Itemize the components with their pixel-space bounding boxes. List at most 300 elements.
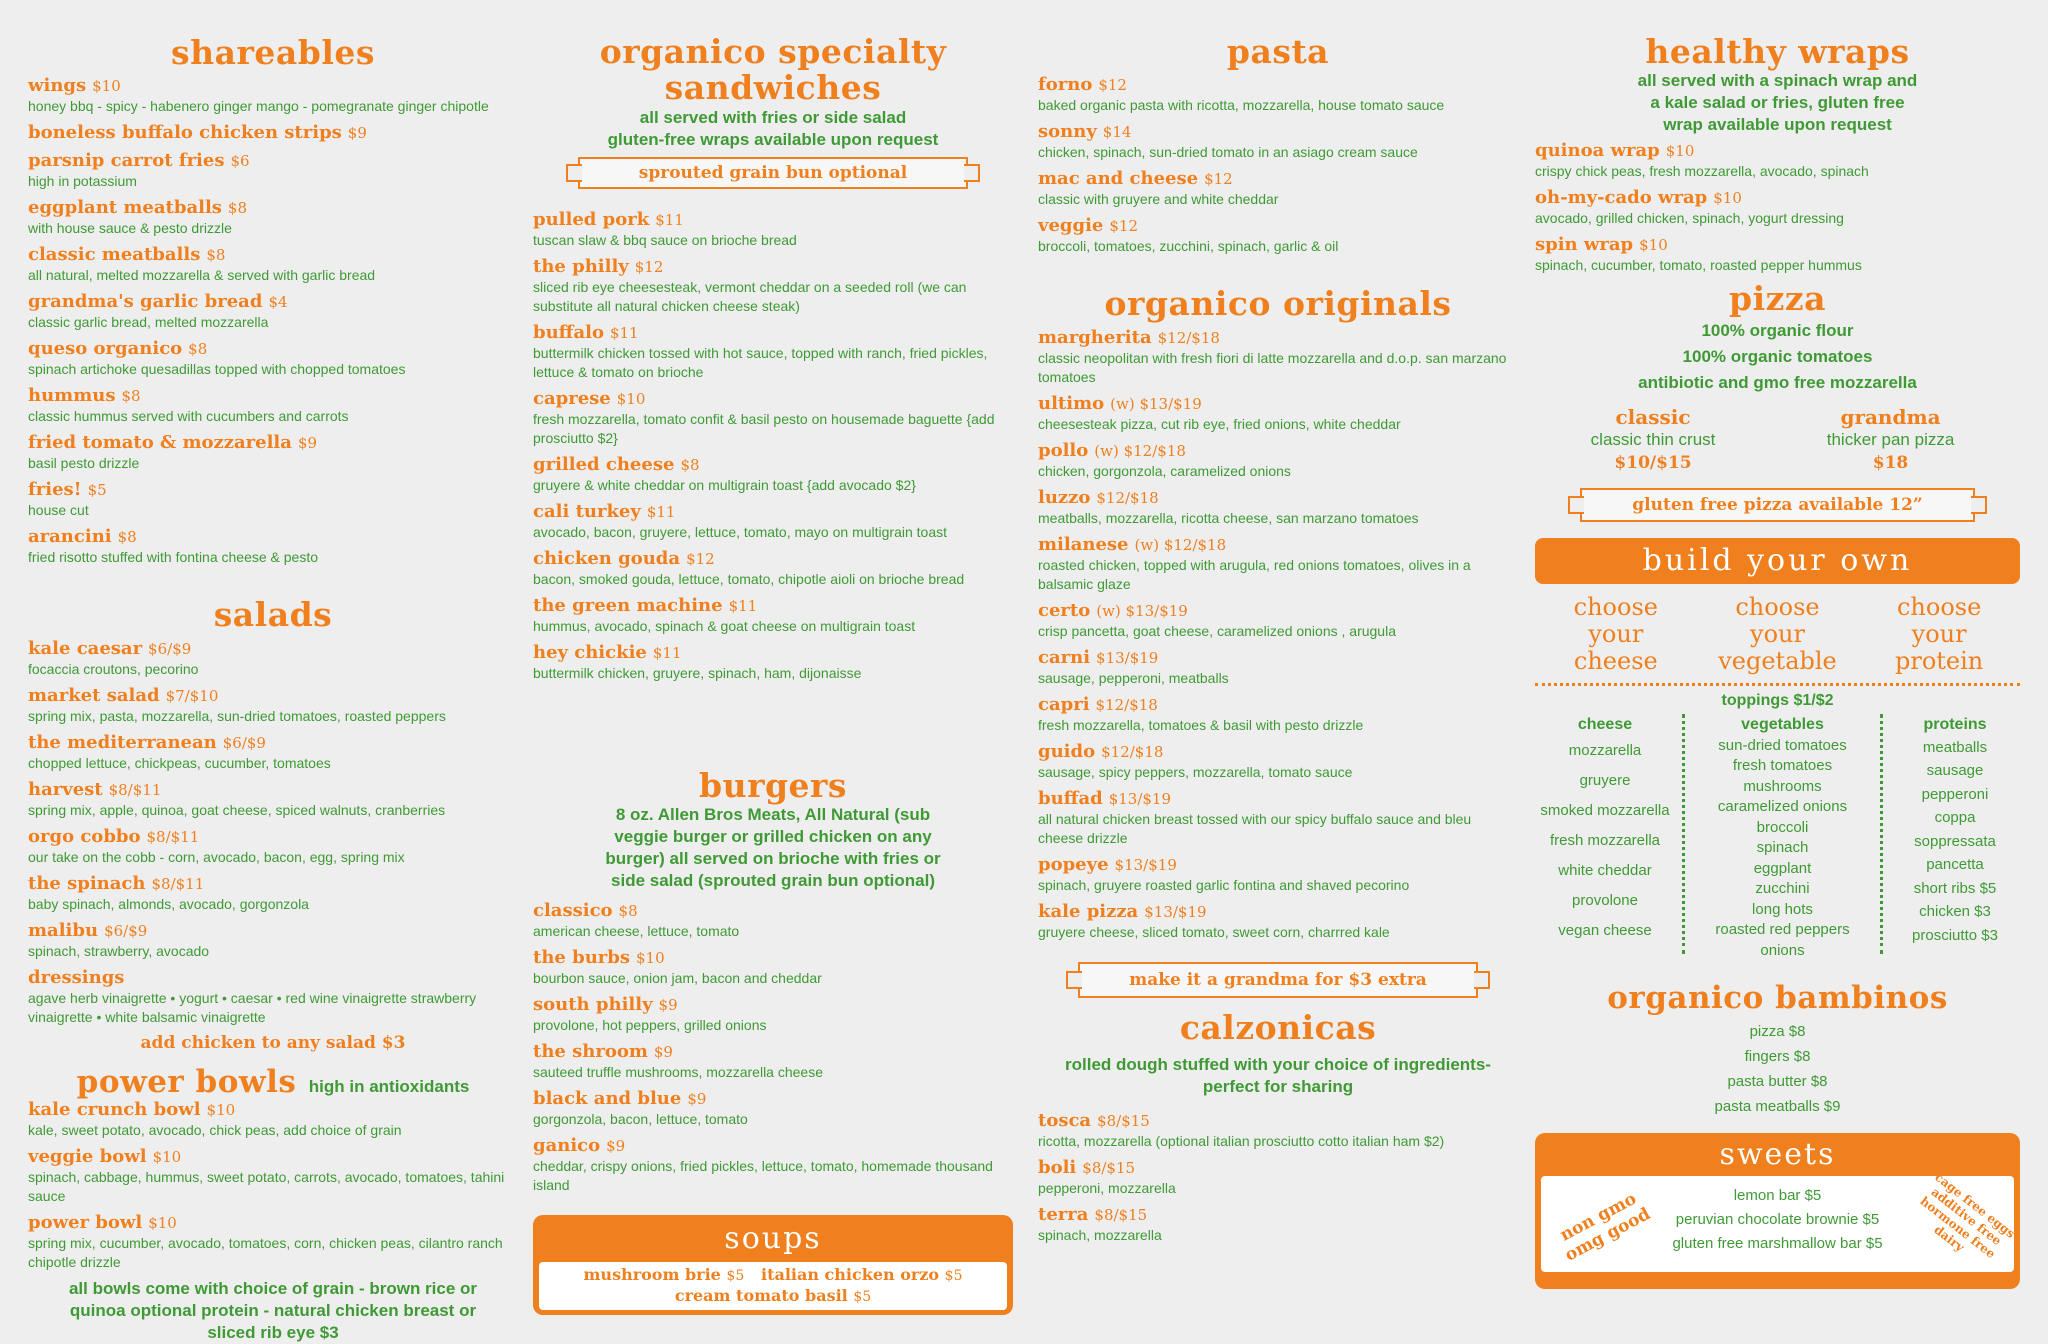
- menu-item-header: [1038, 327, 1518, 349]
- vegetables-column: [1693, 714, 1873, 962]
- menu-item-name: malibu: [28, 919, 99, 941]
- menu-item: [533, 994, 1013, 1035]
- menu-item-description: gorgonzola, bacon, lettuce, tomato: [533, 1110, 748, 1127]
- menu-item-header: [28, 150, 518, 172]
- menu-item: [28, 685, 518, 726]
- menu-item-description: agave herb vinaigrette • yogurt • caesar • red wine vinaigrette strawberry vinaigrette • white balsamic vinaigrette: [28, 989, 477, 1025]
- sandwiches-note-1: all served with fries or side salad: [639, 107, 907, 127]
- originals-title: organico originals: [1104, 284, 1452, 324]
- menu-item-price: $9: [297, 434, 318, 453]
- menu-item-price: $10: [616, 389, 646, 408]
- cheese-option: white cheddar: [1558, 861, 1652, 879]
- menu-item-header: [533, 900, 1013, 922]
- menu-item-price: $14: [1102, 123, 1132, 142]
- menu-item-description: focaccia croutons, pecorino: [28, 660, 199, 677]
- burgers-note: 8 oz. Allen Bros Meats, All Natural (sub veggie burger or grilled chicken on any burger) all served on brioche with fries or side salad (sprouted grain bun optional): [605, 804, 941, 890]
- soups-content: [539, 1262, 1007, 1310]
- menu-item: [28, 920, 518, 961]
- pizza-grandma-desc: thicker pan pizza: [1826, 429, 1955, 449]
- cheese-option: smoked mozzarella: [1540, 801, 1670, 819]
- byo-choose: [1535, 594, 2020, 686]
- menu-item: [1038, 74, 1518, 115]
- sweets-title: sweets: [1719, 1137, 1836, 1173]
- menu-item-description: basil pesto drizzle: [28, 455, 140, 472]
- sweets-content: [1541, 1170, 2018, 1272]
- menu-item-price: $8/$11: [146, 827, 200, 846]
- soup-tomato-basil-price: $5: [853, 1288, 872, 1305]
- menu-item-header: [1038, 854, 1518, 876]
- menu-item-name: buffalo: [533, 321, 604, 343]
- menu-item-header: [1038, 1157, 1518, 1179]
- menu-item-name: certo: [1038, 599, 1091, 621]
- menu-item-price: $6/$9: [104, 921, 148, 940]
- menu-item-header: [28, 75, 518, 97]
- menu-item-name: power bowl: [28, 1211, 143, 1233]
- menu-item-name: pulled pork: [533, 208, 650, 230]
- menu-item: [1535, 140, 2020, 181]
- menu-item-price: $8/$15: [1097, 1111, 1150, 1130]
- menu-item-price: $11: [655, 210, 684, 229]
- menu-item-name: spin wrap: [1535, 234, 1634, 256]
- column-4: [1535, 0, 2020, 1289]
- menu-item-name: the burbs: [533, 946, 630, 968]
- menu-item-name: arancini: [28, 526, 112, 548]
- menu-item-header: [28, 244, 518, 266]
- menu-item-price: $5: [87, 481, 107, 500]
- menu-item-header: [533, 454, 1013, 476]
- menu-item-description: spring mix, pasta, mozzarella, sun-dried tomatoes, roasted peppers: [28, 707, 446, 724]
- menu-item-description: avocado, bacon, gruyere, lettuce, tomato, mayo on multigrain toast: [533, 523, 948, 540]
- menu-item-description: honey bbq - spicy - habenero ginger mango - pomegranate ginger chipotle: [28, 98, 489, 115]
- menu-item-header: [1535, 140, 2020, 162]
- byo-title: build your own: [1642, 542, 1913, 578]
- menu-item-description: crisp pancetta, goat cheese, caramelized onions , arugula: [1038, 622, 1396, 639]
- menu-item-name: the green machine: [533, 594, 723, 616]
- menu-item-header: [1038, 647, 1518, 669]
- menu-item: [533, 388, 1013, 448]
- sweet-item: peruvian chocolate brownie $5: [1675, 1211, 1880, 1229]
- menu-item-price: $12: [1109, 217, 1139, 236]
- menu-item-name: the mediterranean: [28, 731, 217, 753]
- menu-item-header: [533, 322, 1013, 344]
- menu-item-header: [28, 338, 518, 360]
- menu-item-price: $8/$11: [108, 780, 162, 799]
- menu-item-header: [28, 967, 518, 989]
- byo-choose-step: choose your cheese: [1573, 592, 1658, 675]
- burgers-list: [533, 900, 1013, 1195]
- pizza-classic: [1591, 406, 1716, 474]
- menu-item-header: [533, 388, 1013, 410]
- column-3: [1038, 0, 1518, 1251]
- menu-item-description: fresh mozzarella, tomatoes & basil with pesto drizzle: [1038, 716, 1364, 733]
- toppings-table: [1535, 714, 2020, 962]
- menu-item-name: quinoa wrap: [1535, 140, 1660, 162]
- column-1: [28, 0, 518, 1344]
- menu-item-description: cheddar, crispy onions, fried pickles, lettuce, tomato, homemade thousand island: [533, 1157, 993, 1193]
- proteins-column: [1890, 714, 2020, 962]
- menu-item-header: [1038, 741, 1518, 763]
- cheese-option: provolone: [1572, 891, 1638, 909]
- menu-item-description: classic neopolitan with fresh fiori di latte mozzarella and d.o.p. san marzano tomatoes: [1038, 349, 1507, 385]
- menu-item-name: pollo: [1038, 439, 1089, 461]
- menu-item-description: cheesesteak pizza, cut rib eye, fried onions, white cheddar: [1038, 415, 1401, 432]
- menu-item-name: mac and cheese: [1038, 168, 1199, 190]
- protein-option: short ribs $5: [1913, 879, 1997, 897]
- menu-item: [28, 75, 518, 116]
- menu-item-name: capri: [1038, 693, 1090, 715]
- sandwiches-note-2: gluten-free wraps available upon request: [607, 129, 939, 149]
- menu-item: [28, 479, 518, 520]
- menu-item: [533, 501, 1013, 542]
- originals-list: [1038, 327, 1518, 942]
- pizza-classic-price: $10/$15: [1614, 452, 1692, 473]
- menu-item-price: $8: [227, 199, 248, 218]
- menu-item-description: spinach, cabbage, hummus, sweet potato, carrots, avocado, tomatoes, tahini sauce: [28, 1168, 505, 1204]
- pizza-grandma: [1827, 406, 1955, 474]
- menu-item-header: [533, 642, 1013, 664]
- menu-item: [1038, 788, 1518, 848]
- menu-item-header: [533, 994, 1013, 1016]
- cheese-column: [1535, 714, 1675, 962]
- menu-item-price: $10: [92, 77, 121, 96]
- menu-item: [533, 322, 1013, 382]
- menu-item-name: margherita: [1038, 326, 1152, 348]
- menu-item-description: broccoli, tomatoes, zucchini, spinach, garlic & oil: [1038, 238, 1339, 255]
- sprouted-grain-banner: sprouted grain bun optional: [578, 157, 968, 189]
- menu-item-price: $8: [618, 901, 638, 920]
- menu-item-price: $13/$19: [1144, 902, 1207, 921]
- menu-item-name: forno: [1038, 74, 1093, 96]
- soup-mushroom-brie-price: $5: [726, 1267, 745, 1284]
- byo-choose-step: choose your protein: [1895, 592, 1984, 675]
- menu-item-name: the shroom: [533, 1040, 648, 1062]
- menu-item-header: [28, 385, 518, 407]
- menu-item-name: wings: [28, 75, 87, 97]
- menu-item-description: bourbon sauce, onion jam, bacon and cheddar: [533, 969, 822, 986]
- menu-item: [1038, 600, 1518, 641]
- vegetable-option: zucchini: [1755, 880, 1810, 898]
- menu-item-description: ricotta, mozzarella (optional italian prosciutto cotto italian ham $2): [1038, 1132, 1445, 1149]
- menu-item-price: $8: [121, 387, 141, 406]
- cheese-option: fresh mozzarella: [1549, 831, 1661, 849]
- menu-item: [28, 526, 518, 567]
- menu-item-header: [533, 256, 1013, 278]
- menu-item-description: spring mix, cucumber, avocado, tomatoes, corn, chicken peas, cilantro ranch chipotle drizzle: [28, 1234, 503, 1270]
- grandma-banner: make it a grandma for $3 extra: [1078, 962, 1478, 998]
- calzonicas-list: [1038, 1110, 1518, 1245]
- menu-item-description: classic with gruyere and white cheddar: [1038, 191, 1279, 208]
- menu-item-price: $4: [268, 293, 288, 312]
- power-bowls-heading: [28, 1065, 518, 1099]
- cage-free-stamp: cage free eggs additive free hormone free dairy: [1917, 1170, 2018, 1262]
- menu-item-price: $9: [658, 995, 678, 1014]
- menu-item-price: $10: [1665, 142, 1695, 161]
- menu-item-description: high in potassium: [28, 173, 137, 190]
- power-bowls-subtitle: high in antioxidants: [308, 1076, 470, 1096]
- wraps-note: all served with a spinach wrap and a kale salad or fries, gluten free wrap available upon request: [1637, 71, 1918, 135]
- menu-item: [1038, 1157, 1518, 1198]
- vegetable-option: eggplant: [1753, 859, 1812, 877]
- menu-item-name: grilled cheese: [533, 453, 675, 475]
- menu-item-header: [28, 526, 518, 548]
- protein-option: prosciutto $3: [1912, 926, 1998, 944]
- shareables-title: shareables: [171, 33, 375, 72]
- menu-item: [28, 244, 518, 285]
- pizza-classic-name: classic: [1615, 404, 1691, 429]
- menu-item-header: [28, 1212, 518, 1234]
- pizza-title: pizza: [1729, 279, 1826, 319]
- protein-option: chicken $3: [1919, 903, 1991, 921]
- pizza-styles: [1535, 406, 2020, 474]
- bambinos-title: organico bambinos: [1607, 980, 1948, 1017]
- vegetable-option: fresh tomatoes: [1732, 757, 1833, 775]
- power-bowls-title: power bowls: [76, 1063, 297, 1100]
- menu-item-price: $10: [636, 948, 665, 967]
- menu-item: [1038, 215, 1518, 256]
- menu-item-header: [28, 479, 518, 501]
- menu-item-header: [28, 291, 518, 313]
- menu-item-price: (w) $12/$18: [1134, 535, 1227, 554]
- menu-item-description: hummus, avocado, spinach & goat cheese on multigrain toast: [533, 617, 916, 634]
- cheese-option: mozzarella: [1568, 741, 1642, 759]
- menu-item-header: [28, 685, 518, 707]
- menu-item-header: [1038, 788, 1518, 810]
- menu-item: [1038, 1204, 1518, 1245]
- soup-mushroom-brie: mushroom brie: [583, 1264, 721, 1284]
- cheese-heading: cheese: [1577, 715, 1633, 733]
- menu-item-description: spinach artichoke quesadillas topped with chopped tomatoes: [28, 361, 406, 378]
- menu-item-header: [1038, 1204, 1518, 1226]
- menu-item: [28, 779, 518, 820]
- menu-item-description: sauteed truffle mushrooms, mozzarella cheese: [533, 1063, 823, 1080]
- soup-tomato-basil: cream tomato basil: [674, 1285, 848, 1305]
- menu-item-description: spinach, cucumber, tomato, roasted pepper hummus: [1535, 257, 1862, 274]
- menu-item-name: kale pizza: [1038, 900, 1139, 922]
- pizza-feature-line: 100% organic tomatoes: [1682, 346, 1873, 366]
- soup-chicken-orzo-price: $5: [944, 1267, 963, 1284]
- pizza-lines: [1535, 318, 2020, 396]
- menu-item: [28, 826, 518, 867]
- menu-item: [533, 209, 1013, 250]
- menu-item-description: chicken, spinach, sun-dried tomato in an asiago cream sauce: [1038, 144, 1418, 161]
- menu-item-header: [1535, 187, 2020, 209]
- menu-item-price: (w) $13/$19: [1110, 394, 1202, 413]
- menu-item-price: $11: [646, 502, 676, 521]
- menu-item-name: classico: [533, 899, 613, 921]
- soup-chicken-orzo: italian chicken orzo: [760, 1264, 940, 1284]
- menu-item-price: $7/$10: [165, 686, 219, 705]
- bambino-item: pasta meatballs $9: [1714, 1098, 1841, 1116]
- menu-item: [28, 732, 518, 773]
- menu-item-price: $8: [206, 246, 226, 265]
- sweets-box: [1535, 1133, 2020, 1289]
- vegetable-option: mushrooms: [1743, 777, 1822, 795]
- menu-item-name: cali turkey: [533, 500, 641, 522]
- vegetable-option: broccoli: [1756, 818, 1809, 836]
- pizza-grandma-price: $18: [1872, 452, 1909, 473]
- menu-item-name: ganico: [533, 1134, 601, 1156]
- menu-item: [1038, 534, 1518, 594]
- menu-item-description: house cut: [28, 502, 89, 519]
- menu-item-name: popeye: [1038, 853, 1109, 875]
- menu-item: [28, 432, 518, 473]
- menu-item-price: $12: [1098, 76, 1127, 95]
- menu-item-description: spinach, mozzarella: [1038, 1226, 1162, 1243]
- menu-item-price: $12/$18: [1096, 488, 1159, 507]
- menu-item-name: caprese: [533, 387, 611, 409]
- burgers-title: burgers: [699, 765, 847, 805]
- menu-item-description: tuscan slaw & bbq sauce on brioche bread: [533, 231, 797, 248]
- protein-option: meatballs: [1922, 738, 1988, 756]
- menu-item: [1038, 487, 1518, 528]
- calzonicas-note: rolled dough stuffed with your choice of ingredients-perfect for sharing: [1065, 1054, 1491, 1096]
- menu-item-price: $9: [653, 1042, 673, 1061]
- bambino-item: pasta butter $8: [1727, 1073, 1828, 1091]
- add-chicken-note: add chicken to any salad $3: [140, 1032, 406, 1053]
- menu-item: [533, 1088, 1013, 1129]
- menu-item-header: [28, 638, 518, 660]
- menu-item-price: $13/$19: [1108, 789, 1172, 808]
- menu-item-header: [533, 209, 1013, 231]
- menu-item-price: $8: [188, 340, 208, 359]
- menu-item-price: $13/$19: [1114, 855, 1177, 874]
- menu-item: [1038, 440, 1518, 481]
- menu-item-header: [1038, 534, 1518, 556]
- menu-item-price: $9: [687, 1089, 707, 1108]
- menu-item-name: guido: [1038, 740, 1096, 762]
- menu-item: [28, 1099, 518, 1140]
- menu-item-description: fried risotto stuffed with fontina cheese & pesto: [28, 549, 319, 566]
- menu-item-description: our take on the cobb - corn, avocado, bacon, egg, spring mix: [28, 848, 405, 865]
- vegetable-option: sun-dried tomatoes: [1718, 736, 1847, 754]
- menu-item-description: spring mix, apple, quinoa, goat cheese, spiced walnuts, cranberries: [28, 801, 446, 818]
- power-bowls-note: all bowls come with choice of grain - brown rice or quinoa optional protein - natural chicken breast or sliced rib eye $3: [68, 1278, 478, 1342]
- pasta-list: [1038, 74, 1518, 256]
- menu-item-name: sonny: [1038, 121, 1097, 143]
- menu-item-header: [28, 122, 518, 144]
- menu-item: [28, 291, 518, 332]
- vegetable-option: long hots: [1752, 900, 1813, 918]
- menu-item: [1038, 741, 1518, 782]
- menu-item-header: [28, 1146, 518, 1168]
- menu-item: [28, 150, 518, 191]
- protein-option: sausage: [1926, 762, 1984, 780]
- menu-item-description: buttermilk chicken, gruyere, spinach, ham, dijonaisse: [533, 664, 862, 681]
- menu-item-header: [1038, 215, 1518, 237]
- menu-item-price: $10: [148, 1213, 177, 1232]
- sandwiches-title-2: sandwiches: [664, 68, 882, 108]
- bambino-item: fingers $8: [1744, 1048, 1811, 1066]
- menu-item-header: [1038, 600, 1518, 622]
- menu-item: [28, 967, 518, 1027]
- menu-item-description: gruyere cheese, sliced tomato, sweet corn, charrred kale: [1038, 923, 1390, 940]
- toppings-price: toppings $1/$2: [1721, 691, 1834, 709]
- vegetable-option: onions: [1760, 941, 1805, 959]
- byo-header: [1535, 538, 2020, 584]
- menu-item-price: $12/$18: [1101, 742, 1164, 761]
- menu-item: [533, 454, 1013, 495]
- menu-item-description: roasted chicken, topped with arugula, red onions tomatoes, olives in a balsamic glaze: [1038, 556, 1471, 592]
- protein-option: soppressata: [1914, 832, 1996, 850]
- menu-item: [533, 256, 1013, 316]
- menu-item-price: $8: [117, 528, 137, 547]
- menu-item: [533, 1135, 1013, 1195]
- menu-item-price: $11: [609, 323, 639, 342]
- menu-item-name: south philly: [533, 993, 653, 1015]
- menu-item-name: kale caesar: [28, 637, 143, 659]
- menu-item: [28, 873, 518, 914]
- menu-item-description: bacon, smoked gouda, lettuce, tomato, chipotle aioli on brioche bread: [533, 570, 965, 587]
- menu-item-description: baby spinach, almonds, avocado, gorgonzola: [28, 895, 309, 912]
- protein-option: pepperoni: [1921, 785, 1989, 803]
- menu-item-description: meatballs, mozzarella, ricotta cheese, san marzano tomatoes: [1038, 509, 1419, 526]
- menu-item-header: [533, 501, 1013, 523]
- salads-list: [28, 638, 518, 1027]
- menu-item: [533, 900, 1013, 941]
- menu-item-header: [1038, 901, 1518, 923]
- menu-item: [1038, 327, 1518, 387]
- vegetables-heading: vegetables: [1741, 715, 1824, 733]
- menu-item: [28, 338, 518, 379]
- menu-item-description: kale, sweet potato, avocado, chick peas, add choice of grain: [28, 1121, 402, 1138]
- menu-item-name: parsnip carrot fries: [28, 150, 225, 172]
- menu-item-description: crispy chick peas, fresh mozzarella, avocado, spinach: [1535, 163, 1869, 180]
- menu-item: [1038, 393, 1518, 434]
- menu-item-description: avocado, grilled chicken, spinach, yogurt dressing: [1535, 210, 1844, 227]
- menu-item-price: $9: [347, 124, 367, 143]
- sweet-item: lemon bar $5: [1733, 1187, 1822, 1205]
- menu-item-description: chicken, gorgonzola, caramelized onions: [1038, 462, 1291, 479]
- proteins-heading: proteins: [1923, 715, 1987, 733]
- menu-item-header: [533, 947, 1013, 969]
- protein-option: pancetta: [1926, 856, 1984, 874]
- menu-item-name: kale crunch bowl: [28, 1098, 201, 1120]
- power-bowls-list: [28, 1099, 518, 1272]
- cheese-list: [1535, 736, 1675, 946]
- menu-item-name: terra: [1038, 1203, 1089, 1225]
- menu-item-name: luzzo: [1038, 486, 1091, 508]
- menu-item: [1038, 901, 1518, 942]
- menu-item-header: [28, 1099, 518, 1121]
- bambino-item: pizza $8: [1749, 1023, 1806, 1041]
- divider-2: [1880, 714, 1883, 954]
- menu-item-description: sausage, pepperoni, meatballs: [1038, 669, 1229, 686]
- menu-item-description: pepperoni, mozzarella: [1038, 1179, 1176, 1196]
- vegetable-option: spinach: [1756, 839, 1809, 857]
- calzonicas-title: calzonicas: [1179, 1007, 1377, 1047]
- menu-item-header: [28, 779, 518, 801]
- menu-item-price: $6: [230, 152, 250, 171]
- byo-choose-step: choose your vegetable: [1718, 592, 1837, 675]
- menu-item-description: buttermilk chicken tossed with hot sauce, topped with ranch, fried pickles, lettuce & tomato on brioche: [533, 344, 988, 380]
- menu-item-header: [28, 432, 518, 454]
- menu-item-header: [28, 826, 518, 848]
- menu-item-name: hummus: [28, 385, 116, 407]
- menu-item-price: $6/$9: [148, 639, 192, 658]
- menu-item-price: $12: [634, 257, 664, 276]
- menu-item-header: [1038, 393, 1518, 415]
- divider-1: [1682, 714, 1685, 954]
- salads-title: salads: [213, 595, 333, 635]
- menu-item-header: [28, 732, 518, 754]
- shareables-list: [28, 75, 518, 567]
- pizza-feature-line: antibiotic and gmo free mozzarella: [1638, 372, 1917, 392]
- menu-item-header: [533, 1041, 1013, 1063]
- protein-option: coppa: [1934, 809, 1976, 827]
- menu-item-price: $10: [1713, 189, 1742, 208]
- menu-item-name: hey chickie: [533, 641, 647, 663]
- non-gmo-stamp: non gmo omg good: [1556, 1189, 1654, 1266]
